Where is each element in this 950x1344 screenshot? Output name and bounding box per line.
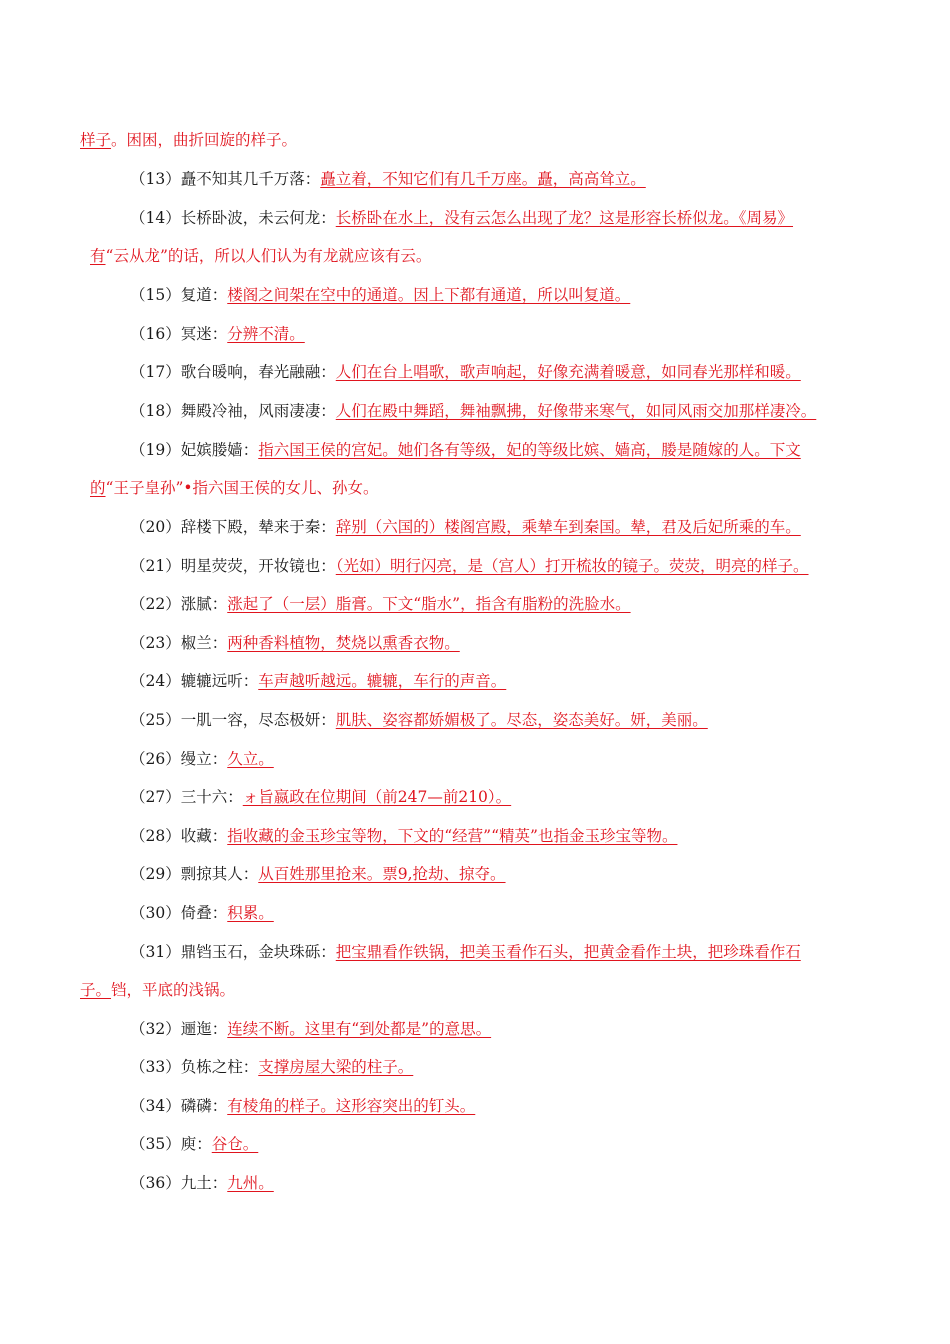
entry-number: （33） (130, 1058, 181, 1076)
entry-26 (130, 749, 274, 769)
entry-31 (130, 942, 801, 962)
answer-text: 谷仓。 (211, 1135, 259, 1153)
entry-term: 一肌一容，尽态极妍： (180, 711, 336, 729)
entry-29 (130, 864, 506, 884)
entry-term: 冥迷： (180, 325, 228, 343)
entry-20 (130, 517, 801, 537)
entry-term: 三十六： (180, 788, 243, 806)
entry-number: （20） (130, 518, 181, 536)
entry-term: 庾： (180, 1135, 212, 1153)
answer-text: 从百姓那里抢来。票9,抢劫、掠夺。 (258, 865, 506, 883)
entry-term: 复道： (180, 286, 228, 304)
entry-36 (130, 1173, 274, 1193)
entry-number: （17） (130, 363, 181, 381)
entry-term: 九土： (180, 1174, 228, 1192)
answer-text: 涨起了（一层）脂膏。下文“脂水”，指含有脂粉的洗脸水。 (227, 595, 631, 613)
entry-33 (130, 1057, 413, 1077)
entry-term: 椒兰： (180, 634, 228, 652)
entry-21 (130, 556, 809, 576)
entry-number: （13） (130, 170, 181, 188)
answer-tail: “云从龙”的话，所以人们认为有龙就应该有云。 (105, 247, 432, 265)
entry-number: （29） (130, 865, 181, 883)
entry-32 (130, 1019, 491, 1039)
entry-number: （19） (130, 441, 181, 459)
entry-number: （14） (130, 209, 181, 227)
answer-text: 两种香料植物，焚烧以熏香衣物。 (227, 634, 460, 652)
entry-24 (130, 671, 506, 691)
answer-text: （光如）明行闪亮，是（宫人）打开梳妆的镜子。荧荧，明亮的样子。 (335, 557, 809, 575)
entry-term: 舞殿冷袖，风雨凄凄： (180, 402, 336, 420)
entry-number: （31） (130, 943, 181, 961)
entry-13 (130, 169, 646, 189)
entry-term: 妃嫔媵嫱： (180, 441, 259, 459)
entry-number: （30） (130, 904, 181, 922)
entry-number: （34） (130, 1097, 181, 1115)
entry-number: （36） (130, 1174, 181, 1192)
entry-31-continuation (80, 980, 235, 1000)
entry-14 (130, 208, 793, 228)
answer-text: 指收藏的金玉珍宝等物，下文的“经营”“精英”也指金玉珍宝等物。 (227, 827, 678, 845)
entry-35 (130, 1134, 258, 1154)
entry-23 (130, 633, 460, 653)
answer-text: 肌肤、姿容都娇媚极了。尽态，姿态美好。妍，美丽。 (335, 711, 708, 729)
answer-text: 样子 (80, 131, 112, 149)
answer-text: 人们在殿中舞蹈，舞袖飘拂，好像带来寒气，如同风雨交加那样凄冷。 (335, 402, 817, 420)
answer-text: 连续不断。这里有“到处都是”的意思。 (227, 1020, 492, 1038)
entry-30 (130, 903, 274, 923)
entry-term: 长桥卧波，未云何龙： (180, 209, 336, 227)
entry-term: 鼎铛玉石，金块珠砾： (180, 943, 336, 961)
answer-text: 子。 (80, 981, 112, 999)
entry-25 (130, 710, 708, 730)
entry-number: （26） (130, 750, 181, 768)
entry-19-continuation (90, 478, 379, 498)
entry-term: 剽掠其人： (180, 865, 259, 883)
entry-term: 缦立： (180, 750, 228, 768)
entry-27 (130, 787, 511, 807)
entry-number: （24） (130, 672, 181, 690)
answer-text: 辞别（六国的）楼阁宫殿，乘辇车到秦国。辇，君及后妃所乘的车。 (335, 518, 801, 536)
answer-text: 楼阁之间架在空中的通道。因上下都有通道，所以叫复道。 (227, 286, 631, 304)
entry-18 (130, 401, 816, 421)
entry-term: 涨腻： (180, 595, 228, 613)
entry-number: （21） (130, 557, 181, 575)
answer-text: 车声越听越远。辘辘，车行的声音。 (258, 672, 507, 690)
answer-text: 久立。 (227, 750, 274, 768)
answer-text: 把宝鼎看作铁锅，把美玉看作石头，把黄金看作土块，把珍珠看作石 (335, 943, 801, 961)
answer-text: 的 (90, 479, 106, 497)
answer-text: 矗立着，不知它们有几千万座。矗，高高耸立。 (320, 170, 646, 188)
answer-tail: 。困困，曲折回旋的样子。 (111, 131, 298, 149)
entry-number: （22） (130, 595, 181, 613)
answer-text: 指六国王侯的宫妃。她们各有等级，妃的等级比嫔、嫱高，媵是随嫁的人。下文 (258, 441, 801, 459)
entry-number: （18） (130, 402, 181, 420)
entry-number: （15） (130, 286, 181, 304)
entry-number: （27） (130, 788, 181, 806)
answer-text: 九州。 (227, 1174, 274, 1192)
answer-text: 有 (90, 247, 106, 265)
entry-number: （35） (130, 1135, 181, 1153)
answer-text: 分辨不清。 (227, 325, 305, 343)
answer-text: 积累。 (227, 904, 274, 922)
entry-term: 辞楼下殿，辇来于秦： (180, 518, 336, 536)
entry-term: 逦迤： (180, 1020, 228, 1038)
answer-tail: 铛，平底的浅锅。 (111, 981, 236, 999)
entry-term: 矗不知其几千万落： (180, 170, 321, 188)
answer-text: ォ旨嬴政在位期间（前247—前210）。 (242, 788, 512, 806)
entry-term: 收藏： (180, 827, 228, 845)
entry-14-continuation (90, 246, 431, 266)
entry-number: （25） (130, 711, 181, 729)
entry-number: （23） (130, 634, 181, 652)
entry-number: （32） (130, 1020, 181, 1038)
entry-16 (130, 324, 305, 344)
entry-34 (130, 1096, 475, 1116)
entry-term: 歌台暖响，春光融融： (180, 363, 336, 381)
entry-12-continuation (80, 130, 297, 150)
answer-text: 有棱角的样子。这形容突出的钉头。 (227, 1097, 476, 1115)
answer-text: 长桥卧在水上，没有云怎么出现了龙？这是形容长桥似龙。《周易》 (335, 209, 794, 227)
entry-term: 辘辘远听： (180, 672, 259, 690)
answer-text: 人们在台上唱歌，歌声响起，好像充满着暖意，如同春光那样和暖。 (335, 363, 801, 381)
entry-term: 倚叠： (180, 904, 228, 922)
entry-term: 明星荧荧，开妆镜也： (180, 557, 336, 575)
entry-17 (130, 362, 801, 382)
entry-term: 磷磷： (180, 1097, 228, 1115)
entry-15 (130, 285, 630, 305)
entry-19 (130, 440, 801, 460)
answer-tail: “王子皇孙”•指六国王侯的女儿、孙女。 (105, 479, 379, 497)
entry-22 (130, 594, 631, 614)
entry-number: （28） (130, 827, 181, 845)
entry-number: （16） (130, 325, 181, 343)
answer-text: 支撑房屋大梁的柱子。 (258, 1058, 414, 1076)
entry-term: 负栋之柱： (180, 1058, 259, 1076)
entry-28 (130, 826, 677, 846)
